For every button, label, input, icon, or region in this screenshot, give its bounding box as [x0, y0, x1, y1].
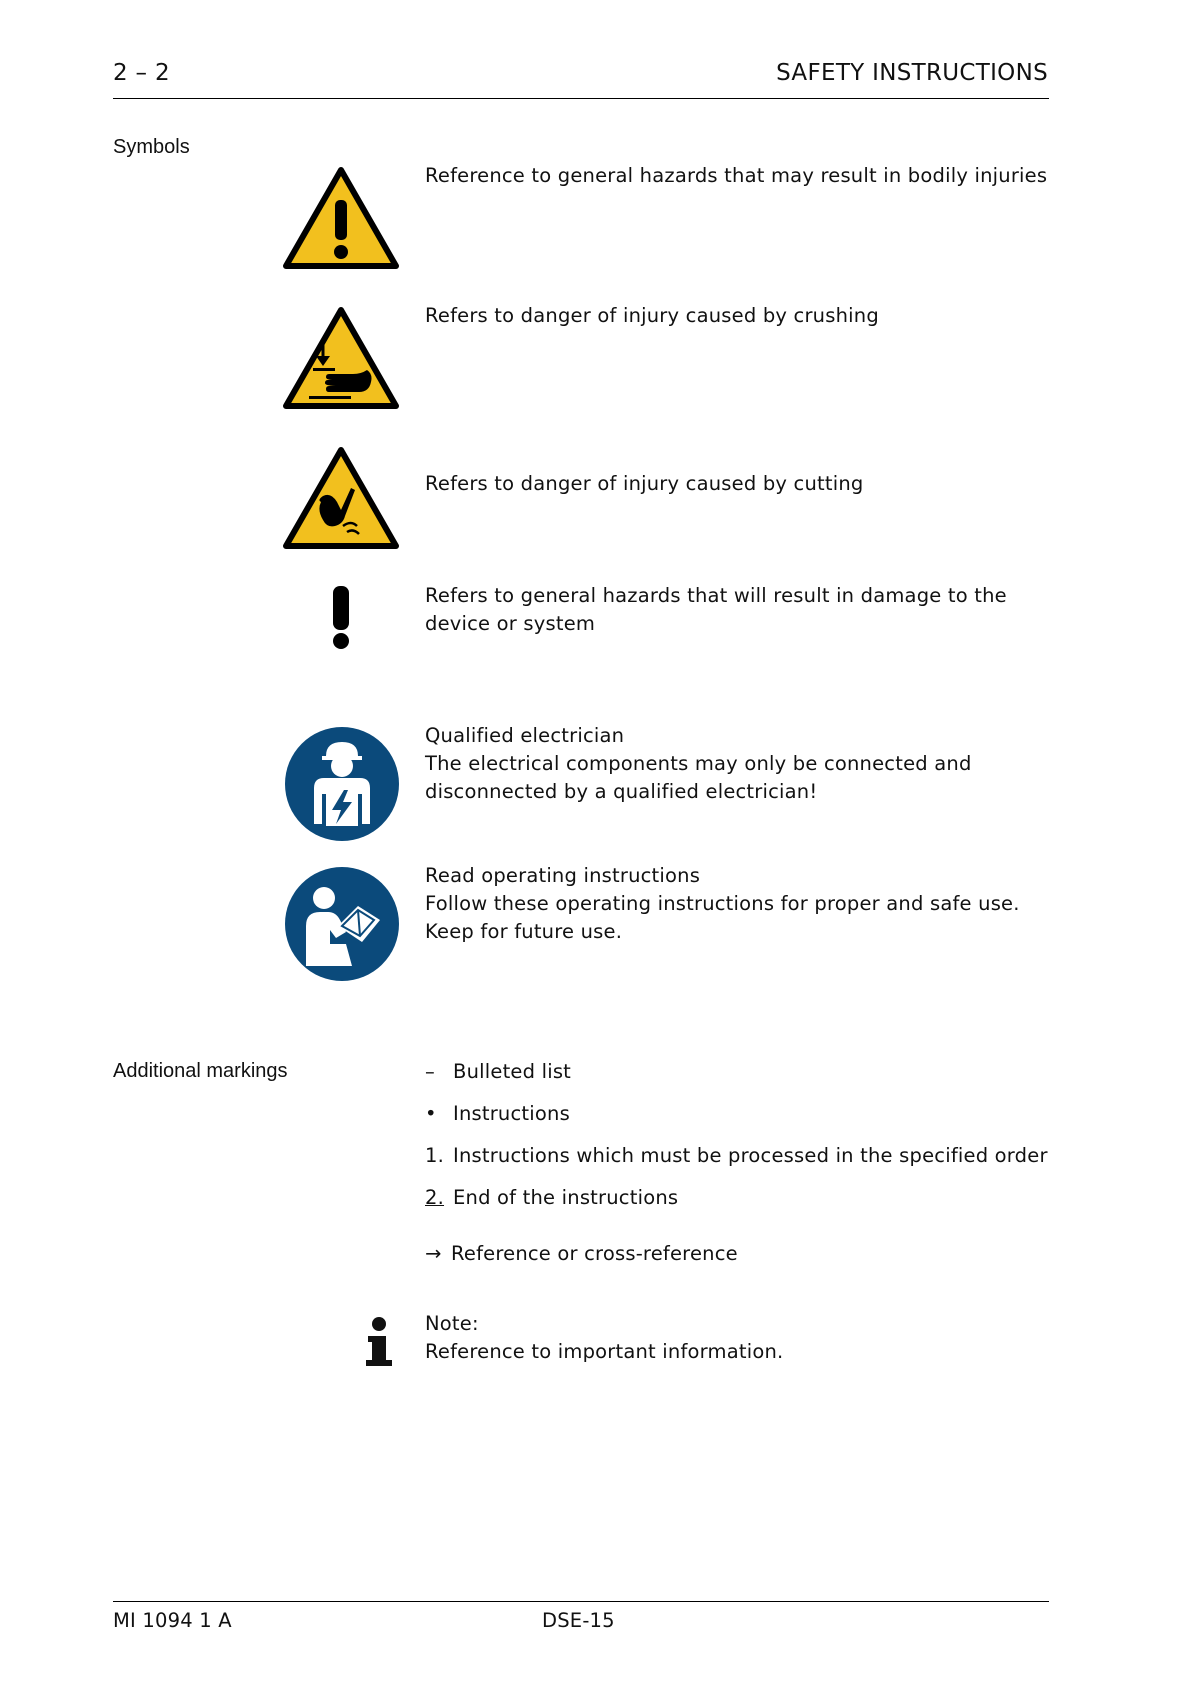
footer-rule	[113, 1601, 1049, 1602]
info-icon	[364, 1316, 396, 1368]
note-title: Note:	[425, 1312, 479, 1335]
symbol-description: Refers to general hazards that will result in damage to the device or system	[425, 584, 1007, 635]
qualified-electrician-icon	[284, 726, 400, 842]
symbols-heading: Symbols	[113, 136, 190, 158]
symbol-description: Refers to danger of injury caused by crushing	[425, 304, 879, 327]
crushing-hazard-icon	[283, 306, 399, 410]
list-item: 1. Instructions which must be processed in the specified order	[425, 1144, 1048, 1167]
page-number: 2 – 2	[113, 60, 170, 86]
general-hazard-warning-icon	[283, 166, 399, 270]
dash-marker: –	[425, 1060, 435, 1083]
cross-reference-item: → Reference or cross-reference	[425, 1242, 738, 1265]
list-item: – Bulleted list	[425, 1060, 572, 1083]
symbol-description: Reference to general hazards that may result in bodily injuries	[425, 164, 1048, 187]
number-marker: 1.	[425, 1144, 445, 1167]
exclamation-icon	[328, 584, 354, 650]
additional-markings-heading: Additional markings	[113, 1060, 288, 1082]
list-item: • Instructions	[425, 1102, 570, 1125]
list-item: 2. End of the instructions	[425, 1186, 679, 1209]
number-marker-end: 2.	[425, 1186, 445, 1209]
cutting-hazard-icon	[283, 446, 399, 550]
symbol-description: Qualified electrician The electrical components may only be connected and disconnected by a qualified electrician!	[425, 724, 972, 803]
bullet-marker: •	[425, 1102, 437, 1125]
symbol-description: Refers to danger of injury caused by cutting	[425, 472, 864, 495]
document-id: MI 1094 1 A	[113, 1609, 232, 1632]
header-rule	[113, 98, 1049, 99]
note-text: Reference to important information.	[425, 1340, 784, 1363]
symbol-description: Read operating instructions Follow these operating instructions for proper and safe use. Keep for future use.	[425, 864, 1020, 943]
read-instructions-icon	[284, 866, 400, 982]
model-name: DSE-15	[542, 1609, 615, 1632]
note-block	[425, 1310, 783, 1366]
page-title: SAFETY INSTRUCTIONS	[776, 60, 1048, 86]
arrow-right-icon: →	[425, 1242, 442, 1265]
